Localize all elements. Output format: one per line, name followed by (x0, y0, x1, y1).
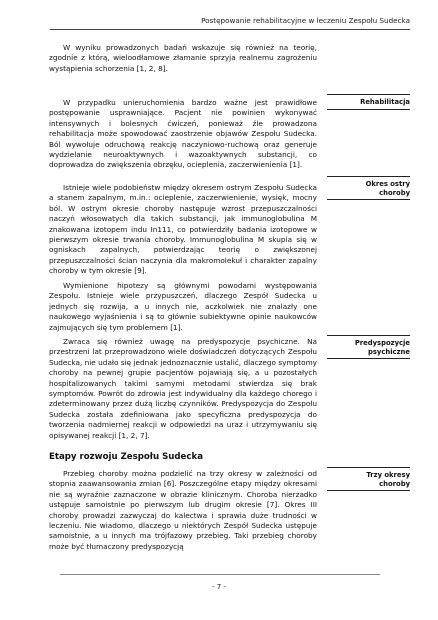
side-note-bottom-rule (327, 109, 410, 110)
side-note-label-line-2: psychiczne (368, 347, 410, 356)
page-number: - 7 - (212, 583, 226, 591)
side-note-okres-ostry (327, 176, 410, 200)
paragraph-5-text: Zwraca się również uwagę na predyspozycje psychiczne. Na przestrzeni lat przeprowadzono wiele doświadczeń dotyczących Zespołu Sudecka, nie udało się jednak jednoznacznie ustalić, dlaczego symptomy choroby na pewnej grupie pacjentów pojawiają się, a u pozostałych hospitalizowanych takimi samymi metodami stwierdza się brak symptomów. Powrót do zdrowia jest indywidualny dla każdego chorego i zdeterminowany przez dużą liczbę czynników. Predyspozycja do Zespołu Sudecka została zdefiniowana jako specyficzna predyspozycja do tworzenia nadmiernej reakcji w odpowiedzi na uraz i utrzymywaniu się opisywanej reakcji [1, 2, 7]. (49, 337, 317, 440)
side-note-label-line-1: Okres ostry (365, 180, 410, 188)
side-note-label: Rehabilitacja (360, 98, 410, 106)
paragraph-2 (49, 98, 317, 171)
paragraph-4-text: Wymienione hipotezy są głównymi powodami występowania Zespołu. Istnieje wiele przypuszczeń, dlaczego Zespół Sudecka u jednych się rozwija, a u innych nie, aczkolwiek nie znalazły one naukowego wyjaśnienia i są to głównie subiektywne opinie naukowców zajmujących się tym problemem [1]. (49, 281, 317, 332)
side-note-label-line-2: choroby (379, 479, 410, 488)
paragraph-6 (49, 469, 317, 552)
side-note-top-rule (327, 335, 410, 336)
side-note-predyspozycje (327, 335, 410, 359)
side-note-label-line-1: Trzy okresy (366, 471, 410, 479)
side-note-bottom-rule (327, 199, 410, 200)
paragraph-5 (49, 337, 317, 441)
paragraph-3 (49, 183, 317, 277)
paragraph-6-text: Przebieg choroby można podzielić na trzy okresy w zależności od stopnia zaawansowania zmian [6]. Poszczególne etapy między okresami nie są wyraźnie zaznaczone w obrazie klinicznym. Choroba nierzadko ustępuje samoistnie po pierwszym lub drugim okresie [7]. Okres III choroby prowadzi zazwyczaj do kalectwa i sprawia duże trudności w leczeniu. Nie wiadomo, dlaczego u niektórych Zespół Sudecka ustępuje samoistnie, a u innych ma trójfazowy przebieg. Taki przebieg choroby może być tłumaczony predyspozycją (49, 469, 317, 551)
header-rule (50, 29, 410, 30)
side-note-trzy-okresy (327, 467, 410, 491)
side-note-bottom-rule (327, 490, 410, 491)
side-note-top-rule (327, 94, 410, 95)
side-note-label-line-1: Predyspozycje (354, 339, 410, 347)
side-note-top-rule (327, 176, 410, 177)
side-note-bottom-rule (327, 358, 410, 359)
side-note-label-line-2: choroby (379, 188, 410, 197)
section-heading: Etapy rozwoju Zespołu Sudecka (49, 452, 203, 462)
side-note-top-rule (327, 467, 410, 468)
paragraph-1 (49, 43, 317, 74)
footer-rule (60, 574, 380, 575)
side-note-rehabilitacja (327, 94, 410, 110)
paragraph-4 (49, 281, 317, 333)
paragraph-1-text: W wyniku prowadzonych badań wskazuje się również na teorię, zgodnie z którą, wieloodłamowe złamanie sprzyja realnemu zagrożeniu wystąpienia schorzenia [1, 2, 8]. (49, 43, 317, 73)
paragraph-3-text: Istnieje wiele podobieństw między okresem ostrym Zespołu Sudecka a stanem zapalnym, m.in.: ocieplenie, zaczerwienienie, wysięk, mocny ból. W ostrym okresie choroby następuje wzrost przepuszczalności naczyń włosowatych dla takich substancji, jak immunoglobulina M znakowana izotopem indu In111, co potwierdziły badania izotopowe w pierwszym okresie trwania choroby. Immunoglobulina M skupia się w ogniskach zapalnych, potwierdzając teorię o zwiększonej przepuszczalności ścian naczynia dla makromolekuł i charakter zapalny choroby w tym okresie [9]. (49, 183, 317, 276)
running-header: Postępowanie rehabilitacyjne w leczeniu Zespołu Sudecka (201, 16, 410, 25)
paragraph-2-text: W przypadku unieruchomienia bardzo ważne jest prawidłowe postępowanie usprawniające. Pacjent nie powinien wykonywać intensywnych i bolesnych ćwiczeń, ponieważ źle prowadzona rehabilitacja może spowodować zaostrzenie objawów Zespołu Sudecka. Ból wywołuje odruchową reakcję naczyniowo-ruchową oraz generuje wydzielanie neuroaktywnych i wazoaktywnych substancji, co doprowadza do zwiększenia obrzęku, ocieplenia, zaczerwienienia [1]. (49, 98, 317, 170)
